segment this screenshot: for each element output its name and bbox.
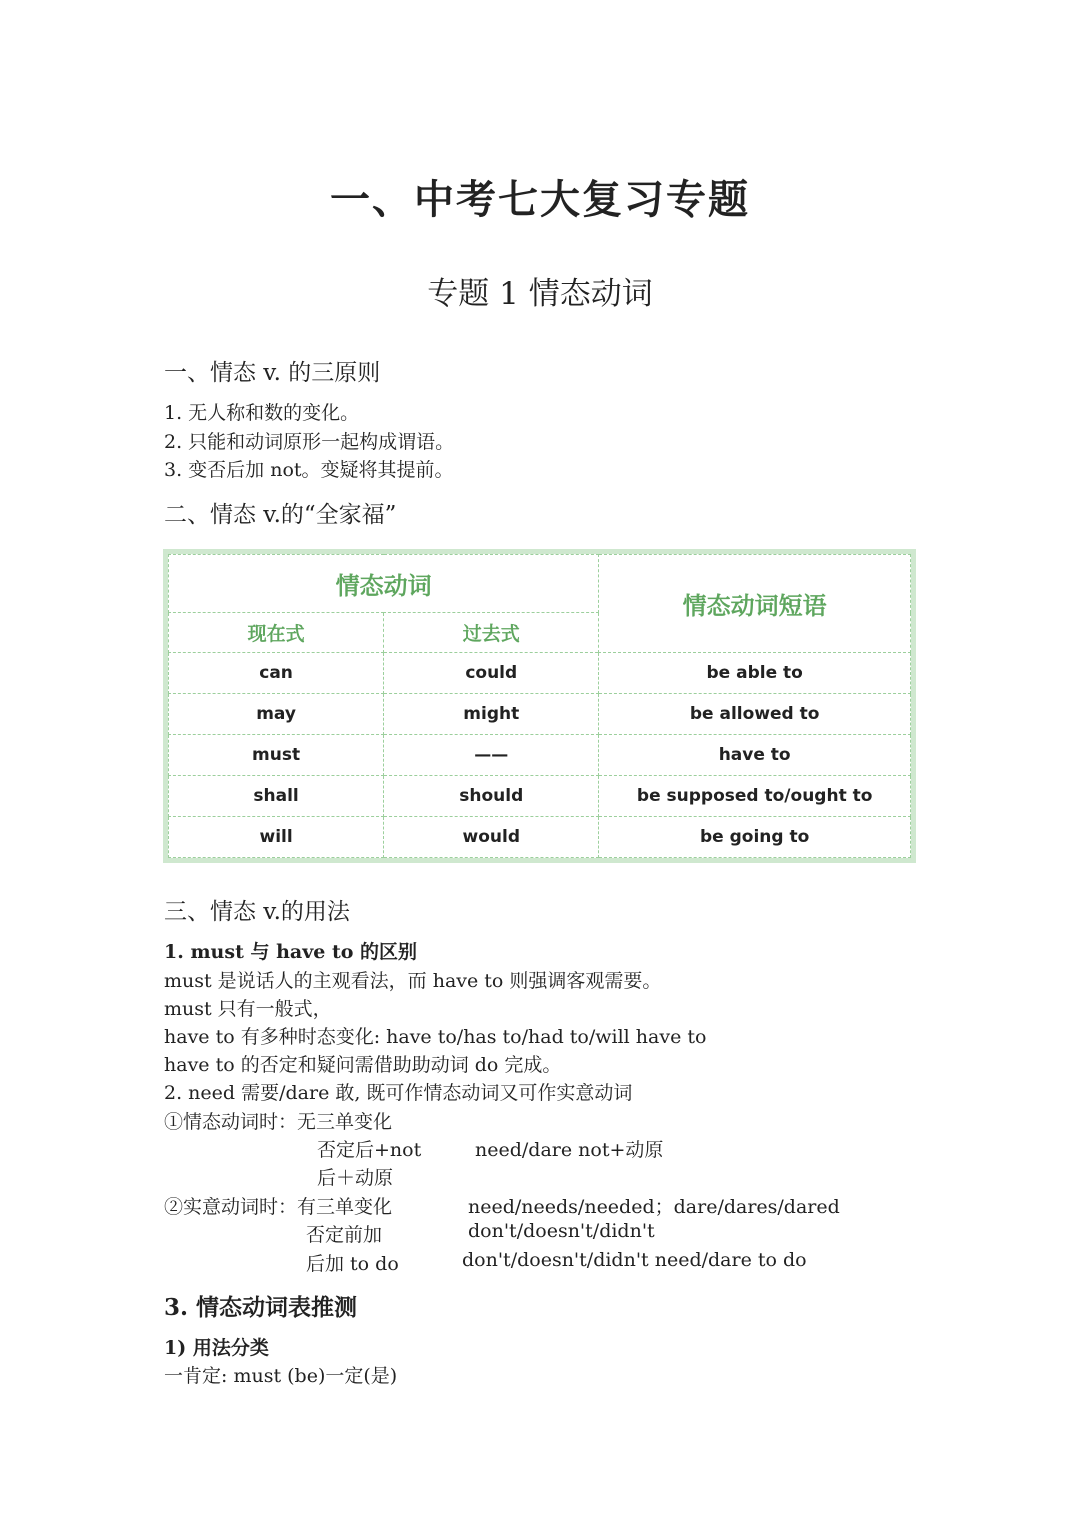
- usage-line-4: have to 有多种时态变化: have to/has to/had to/will have to: [164, 1026, 707, 1048]
- table-cell-phrase: be supposed to/ought to: [599, 776, 911, 817]
- table-header-phrase: 情态动词短语: [599, 555, 911, 653]
- usage-line-12-label: 后加 to do: [306, 1253, 399, 1275]
- usage-line-10-value: need/needs/needed；dare/dares/dared: [468, 1196, 840, 1218]
- table-cell-past: ——: [384, 735, 599, 776]
- section-heading-2: 二、情态 v.的“全家福”: [164, 502, 397, 528]
- usage-line-1: 1. must 与 have to 的区别: [164, 941, 418, 963]
- usage-line-7: ①情态动词时：无三单变化: [164, 1111, 393, 1133]
- table-cell-past: would: [384, 817, 599, 858]
- usage-line-3: must 只有一般式，: [164, 998, 332, 1020]
- rule-line-3: 3. 变否后加 not。变疑将其提前。: [164, 459, 454, 481]
- usage-line-10-label: ②实意动词时：有三单变化: [164, 1196, 393, 1218]
- usage-line-5: have to 的否定和疑问需借助助动词 do 完成。: [164, 1054, 562, 1076]
- table-cell-phrase: have to: [599, 735, 911, 776]
- page-title: 一、中考七大复习专题: [330, 176, 750, 223]
- table-cell-present: shall: [169, 776, 384, 817]
- section-heading-4: 3. 情态动词表推测: [164, 1294, 358, 1321]
- section-heading-1: 一、情态 v. 的三原则: [164, 360, 381, 386]
- table-cell-present: must: [169, 735, 384, 776]
- table-cell-past: should: [384, 776, 599, 817]
- section-heading-3: 三、情态 v.的用法: [164, 899, 350, 925]
- table-header-modal: 情态动词: [169, 555, 599, 613]
- usage-line-2: must 是说话人的主观看法，而 have to 则强调客观需要。: [164, 970, 662, 992]
- table-col-past: 过去式: [384, 613, 599, 653]
- usage-line-8-label: 否定后+not: [317, 1139, 422, 1161]
- rule-line-2: 2. 只能和动词原形一起构成谓语。: [164, 431, 455, 453]
- table-cell-present: can: [169, 653, 384, 694]
- usage-line-12-value: don't/doesn't/didn't need/dare to do: [462, 1249, 807, 1271]
- table-cell-phrase: be going to: [599, 817, 911, 858]
- usage-line-11-value: don't/doesn't/didn't: [468, 1220, 655, 1242]
- inference-line-1: 一肯定: must (be)一定(是): [164, 1365, 398, 1387]
- modal-verb-table: [163, 549, 916, 863]
- table-cell-past: might: [384, 694, 599, 735]
- usage-line-8-value: need/dare not+动原: [475, 1139, 664, 1161]
- usage-line-6: 2. need 需要/dare 敢, 既可作情态动词又可作实意动词: [164, 1082, 633, 1104]
- table-cell-phrase: be able to: [599, 653, 911, 694]
- subsection-heading: 1) 用法分类: [164, 1337, 269, 1359]
- usage-line-9: 后＋动原: [317, 1167, 394, 1189]
- table-cell-past: could: [384, 653, 599, 694]
- table-col-present: 现在式: [169, 613, 384, 653]
- table-cell-present: may: [169, 694, 384, 735]
- page-subtitle: 专题 1 情态动词: [427, 276, 653, 312]
- rule-line-1: 1. 无人称和数的变化。: [164, 402, 360, 424]
- usage-line-11-label: 否定前加: [306, 1224, 383, 1246]
- table-cell-phrase: be allowed to: [599, 694, 911, 735]
- table-cell-present: will: [169, 817, 384, 858]
